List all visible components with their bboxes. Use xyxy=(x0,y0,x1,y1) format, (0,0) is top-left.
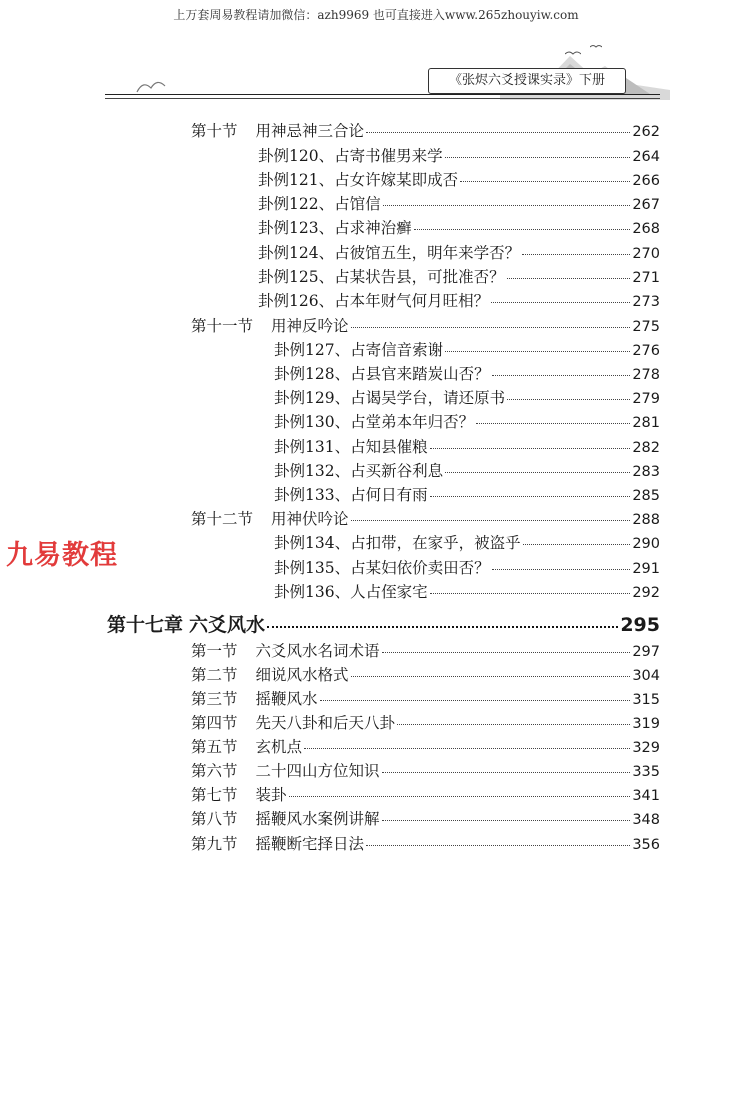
dot-leader xyxy=(445,153,631,158)
dot-leader xyxy=(366,128,630,133)
entry-number: 第二节 xyxy=(191,666,238,684)
page-number: 279 xyxy=(632,391,660,407)
page-number: 295 xyxy=(620,614,660,636)
entry-number: 第四节 xyxy=(191,714,238,732)
example-entry xyxy=(258,266,660,288)
entry-title: 摇鞭断宅择日法 xyxy=(255,835,365,853)
dot-leader xyxy=(289,792,631,797)
entry-title: 卦例135、占某妇依价卖田否？ xyxy=(274,559,490,577)
watermark: 九易教程 xyxy=(6,540,118,571)
entry-title: 六爻风水名词术语 xyxy=(255,642,380,660)
entry-title: 卦例122、占馆信 xyxy=(258,195,381,213)
book-title: 《张烬六爻授课实录》下册 xyxy=(428,68,626,94)
example-entry xyxy=(274,387,660,409)
entry-title: 卦例124、占彼馆五生，明年来学否？ xyxy=(258,244,521,262)
dot-leader xyxy=(320,696,631,701)
entry-title: 摇鞭风水案例讲解 xyxy=(255,810,380,828)
page-number: 283 xyxy=(632,464,660,480)
entry-title: 用神忌神三合论 xyxy=(255,122,365,140)
page-number: 268 xyxy=(632,221,660,237)
example-entry xyxy=(258,145,660,167)
dot-leader xyxy=(382,768,631,773)
page-number: 281 xyxy=(632,415,660,431)
chapter-entry xyxy=(107,612,660,638)
dot-leader xyxy=(351,323,631,328)
entry-number: 第十七章 xyxy=(107,614,184,636)
example-entry xyxy=(258,242,660,264)
dot-leader xyxy=(383,201,631,206)
entry-number: 第八节 xyxy=(191,810,238,828)
dot-leader xyxy=(492,371,631,376)
dot-leader xyxy=(382,816,631,821)
entry-number: 第七节 xyxy=(191,786,238,804)
section-entry xyxy=(191,688,660,710)
dot-leader xyxy=(460,177,630,182)
example-entry xyxy=(274,557,660,579)
example-entry xyxy=(274,484,660,506)
page-number: 273 xyxy=(632,294,660,310)
section-entry xyxy=(191,664,660,686)
entry-title: 卦例134、占扣带，在家乎，被盗乎 xyxy=(274,534,521,552)
entry-number: 第九节 xyxy=(191,835,238,853)
entry-title: 摇鞭风水 xyxy=(255,690,318,708)
entry-title: 卦例127、占寄信音索谢 xyxy=(274,341,444,359)
entry-title: 卦例133、占何日有雨 xyxy=(274,486,428,504)
dot-leader xyxy=(366,841,630,846)
entry-title: 用神伏吟论 xyxy=(271,510,349,528)
page-number: 285 xyxy=(632,488,660,504)
section-entry xyxy=(191,760,660,782)
header-rule-thin xyxy=(105,98,660,99)
section-entry xyxy=(191,808,660,830)
page-number: 315 xyxy=(632,692,660,708)
dot-leader xyxy=(507,395,630,400)
entry-title: 卦例128、占县官来踏炭山否？ xyxy=(274,365,490,383)
example-entry xyxy=(274,460,660,482)
entry-title: 卦例121、占女许嫁某即成否 xyxy=(258,171,459,189)
entry-title: 卦例126、占本年财气何月旺相？ xyxy=(258,292,490,310)
entry-title: 卦例120、占寄书催男来学 xyxy=(258,147,443,165)
entry-number: 第十一节 xyxy=(191,317,254,335)
page-number: 264 xyxy=(632,149,660,165)
dot-leader xyxy=(445,347,630,352)
entry-title: 先天八卦和后天八卦 xyxy=(255,714,396,732)
entry-number: 第十节 xyxy=(191,122,238,140)
entry-number: 第三节 xyxy=(191,690,238,708)
page-number: 297 xyxy=(632,644,660,660)
example-entry xyxy=(258,217,660,239)
cloud-ornament-icon xyxy=(135,76,175,96)
page-number: 270 xyxy=(632,246,660,262)
page-number: 278 xyxy=(632,367,660,383)
dot-leader xyxy=(382,648,631,653)
page-number: 290 xyxy=(632,536,660,552)
entry-title: 细说风水格式 xyxy=(255,666,349,684)
dot-leader xyxy=(304,744,630,749)
page-number: 275 xyxy=(632,319,660,335)
dot-leader xyxy=(351,516,631,521)
example-entry xyxy=(258,290,660,312)
entry-title: 玄机点 xyxy=(255,738,303,756)
entry-number: 第一节 xyxy=(191,642,238,660)
section-entry xyxy=(191,640,660,662)
entry-title: 卦例125、占某状告县，可批准否？ xyxy=(258,268,505,286)
page-number: 291 xyxy=(632,561,660,577)
page-number: 356 xyxy=(632,837,660,853)
bird-icon xyxy=(565,50,581,58)
entry-title: 卦例132、占买新谷利息 xyxy=(274,462,444,480)
page-number: 292 xyxy=(632,585,660,601)
entry-number: 第十二节 xyxy=(191,510,254,528)
dot-leader xyxy=(351,672,631,677)
page-number: 335 xyxy=(632,764,660,780)
section-entry xyxy=(191,784,660,806)
section-entry xyxy=(191,833,660,855)
page-number: 329 xyxy=(632,740,660,756)
section-entry xyxy=(191,736,660,758)
page-number: 288 xyxy=(632,512,660,528)
dot-leader xyxy=(414,225,631,230)
page-number: 266 xyxy=(632,173,660,189)
dot-leader xyxy=(476,419,630,424)
entry-title: 卦例130、占堂弟本年归否？ xyxy=(274,413,475,431)
dot-leader xyxy=(430,444,631,449)
page-number: 271 xyxy=(632,270,660,286)
dot-leader xyxy=(491,298,630,303)
entry-title: 卦例129、占谒吴学台，请还原书 xyxy=(274,389,506,407)
dot-leader xyxy=(507,274,631,279)
page-number: 319 xyxy=(632,716,660,732)
page-number: 341 xyxy=(632,788,660,804)
entry-title: 卦例131、占知县催粮 xyxy=(274,438,428,456)
dot-leader xyxy=(430,492,631,497)
example-entry xyxy=(274,581,660,603)
entry-title: 二十四山方位知识 xyxy=(255,762,380,780)
section-entry xyxy=(191,120,660,142)
entry-title: 装卦 xyxy=(255,786,287,804)
entry-number: 第六节 xyxy=(191,762,238,780)
page-number: 276 xyxy=(632,343,660,359)
top-note: 上万套周易教程请加微信：azh9969 也可直接进入www.265zhouyiw.com xyxy=(173,8,579,22)
dot-leader xyxy=(430,589,631,594)
section-entry xyxy=(191,712,660,734)
dot-leader xyxy=(522,250,630,255)
dot-leader xyxy=(523,540,631,545)
example-entry xyxy=(274,436,660,458)
entry-title: 用神反吟论 xyxy=(271,317,349,335)
page-number: 304 xyxy=(632,668,660,684)
example-entry xyxy=(274,532,660,554)
section-entry xyxy=(191,508,660,530)
example-entry xyxy=(274,339,660,361)
dot-leader xyxy=(445,468,630,473)
entry-title: 卦例136、人占侄家宅 xyxy=(274,583,428,601)
page-number: 282 xyxy=(632,440,660,456)
example-entry xyxy=(274,363,660,385)
entry-number: 第五节 xyxy=(191,738,238,756)
page-number: 262 xyxy=(632,124,660,140)
dot-leader xyxy=(492,565,631,570)
example-entry xyxy=(258,193,660,215)
entry-title: 卦例123、占求神治癣 xyxy=(258,219,412,237)
dot-leader xyxy=(397,720,630,725)
page-number: 348 xyxy=(632,812,660,828)
bird-icon xyxy=(590,44,602,50)
header-rule xyxy=(105,94,660,95)
section-entry xyxy=(191,315,660,337)
entry-title: 六爻风水 xyxy=(189,614,266,636)
example-entry xyxy=(258,169,660,191)
dot-leader xyxy=(267,622,618,628)
page-number: 267 xyxy=(632,197,660,213)
example-entry xyxy=(274,411,660,433)
